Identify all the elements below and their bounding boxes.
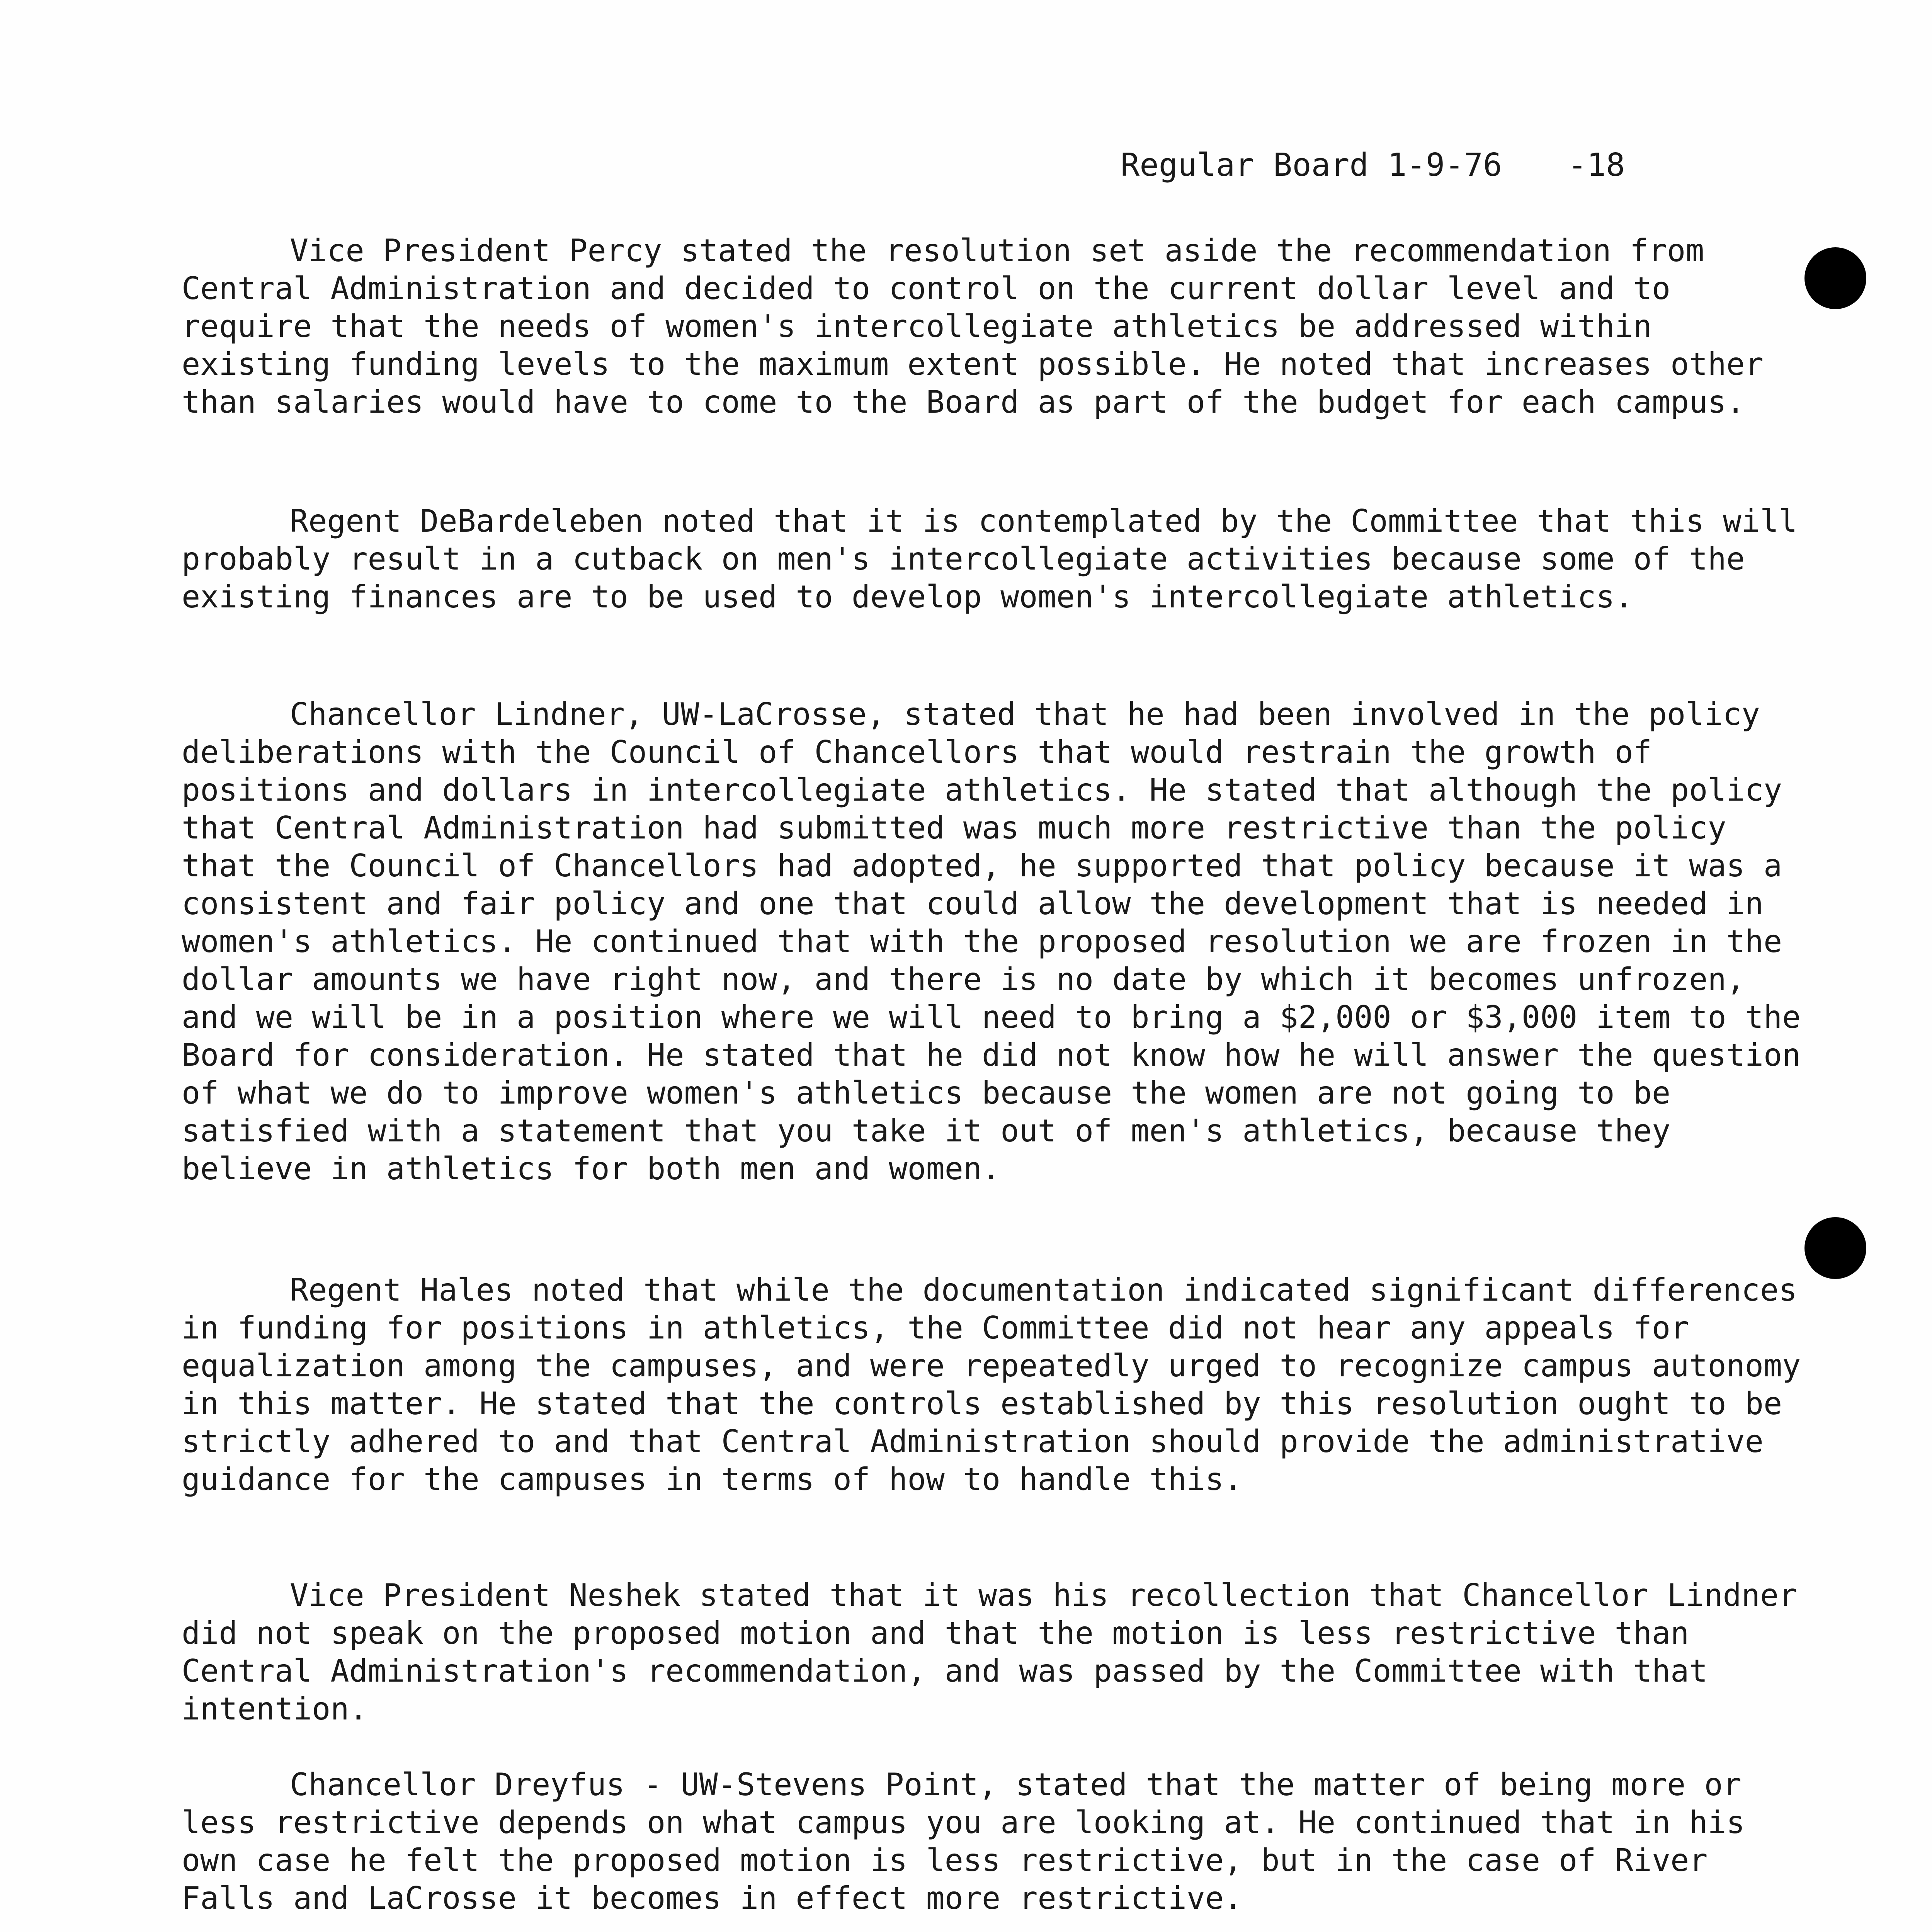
- page-number: -18: [1568, 147, 1625, 184]
- paragraph-lindner: Chancellor Lindner, UW-LaCrosse, stated that he had been involved in the policy deliberations with the Council of Chancellors that would restrain the growth of positions and dollars in intercollegiate athletics. He stated that although the policy that Central Administration had submitted was much more restrictive than the policy that the Council of Chancellors had adopted, he supported that policy because it was a consistent and fair policy and one that could allow the development that is needed in women's athletics. He continued that with the proposed resolution we are frozen in the dollar amounts we have right now, and there is no date by which it becomes unfrozen, and we will be in a position where we will need to bring a $2,000 or $3,000 item to the Board for consideration. He stated that he did not know how he will answer the question of what we do to improve women's athletics because the women are not going to be satisfied with a statement that you take it out of men's athletics, because they believe in athletics for both men and women.: [182, 696, 1801, 1187]
- punch-hole-middle: [1804, 1217, 1866, 1279]
- header-title: Regular Board 1-9-76: [1121, 147, 1502, 184]
- paragraph-debardeleben: Regent DeBardeleben noted that it is contemplated by the Committee that this will probably result in a cutback on men's intercollegiate activities because some of the existing finances are to be used to develop women's intercollegiate athletics.: [182, 503, 1798, 615]
- paragraph-hales: Regent Hales noted that while the documentation indicated significant differences in funding for positions in athletics, the Committee did not hear any appeals for equalization among the campuses, and were repeatedly urged to recognize campus autonomy in this matter. He stated that the controls established by this resolution ought to be strictly adhered to and that Central Administration should provide the administrative guidance for the campuses in terms of how to handle this.: [182, 1272, 1801, 1497]
- paragraph-neshek: Vice President Neshek stated that it was his recollection that Chancellor Lindner did not speak on the proposed motion and that the motion is less restrictive than Central Administration's recommendation, and was passed by the Committee with that intention.: [182, 1577, 1798, 1727]
- punch-hole-top: [1804, 247, 1866, 309]
- paragraph-dreyfus: Chancellor Dreyfus - UW-Stevens Point, stated that the matter of being more or less restrictive depends on what campus you are looking at. He continued that in his own case he felt the proposed motion is less restrictive, but in the case of River Falls and LaCrosse it becomes in effect more restrictive.: [182, 1767, 1745, 1916]
- page-header: [1121, 147, 1625, 184]
- paragraph-percy: Vice President Percy stated the resolution set aside the recommendation from Central Administration and decided to control on the current dollar level and to require that the needs of women's intercollegiate athletics be addressed within existing funding levels to the maximum extent possible. He noted that increases other than salaries would have to come to the Board as part of the budget for each campus.: [182, 233, 1764, 420]
